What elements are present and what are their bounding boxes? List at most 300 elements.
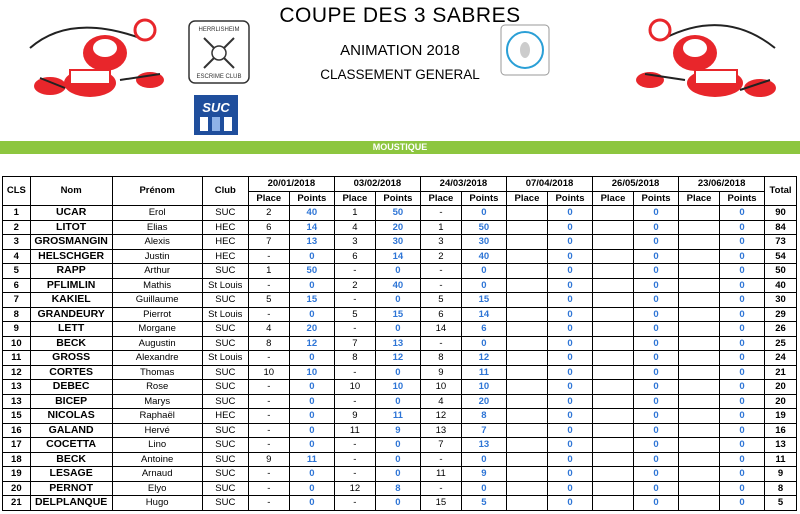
points-cell: 0 (720, 235, 765, 250)
points-cell: 7 (461, 423, 506, 438)
place-cell: - (248, 249, 289, 264)
points-cell: 0 (375, 293, 420, 308)
total-cell: 11 (765, 452, 797, 467)
points-cell: 13 (461, 438, 506, 453)
total-cell: 90 (765, 206, 797, 221)
table-row (3, 423, 797, 438)
points-cell: 40 (461, 249, 506, 264)
points-cell: 0 (375, 467, 420, 482)
place-cell: - (248, 481, 289, 496)
place-cell: 3 (334, 235, 375, 250)
total-cell: 29 (765, 307, 797, 322)
col-header-place: Place (593, 191, 634, 206)
table-row (3, 336, 797, 351)
place-cell: 10 (420, 380, 461, 395)
header-row-dates (3, 177, 797, 192)
points-cell: 0 (633, 336, 678, 351)
points-cell: 0 (289, 249, 334, 264)
total-cell: 8 (765, 481, 797, 496)
place-cell (506, 293, 547, 308)
total-cell: 21 (765, 365, 797, 380)
place-cell: 4 (420, 394, 461, 409)
points-cell: 0 (633, 380, 678, 395)
points-cell: 0 (547, 409, 592, 424)
place-cell (679, 351, 720, 366)
col-header-date: 26/05/2018 (593, 177, 679, 192)
place-cell: 4 (248, 322, 289, 337)
table-row (3, 206, 797, 221)
place-cell: 10 (248, 365, 289, 380)
svg-text:ESCRIME CLUB: ESCRIME CLUB (196, 74, 242, 80)
place-cell: - (334, 365, 375, 380)
points-cell: 0 (633, 423, 678, 438)
points-cell: 0 (547, 467, 592, 482)
nom-cell: PFLIMLIN (30, 278, 112, 293)
place-cell: 9 (420, 365, 461, 380)
points-cell: 0 (547, 307, 592, 322)
points-cell: 11 (375, 409, 420, 424)
total-cell: 26 (765, 322, 797, 337)
points-cell: 0 (720, 206, 765, 221)
place-cell: 7 (420, 438, 461, 453)
place-cell: 5 (420, 293, 461, 308)
place-cell: - (248, 423, 289, 438)
place-cell: - (420, 264, 461, 279)
col-header-date: 23/06/2018 (679, 177, 765, 192)
place-cell (593, 235, 634, 250)
points-cell: 12 (461, 351, 506, 366)
club-cell: SUC (202, 322, 248, 337)
points-cell: 0 (375, 452, 420, 467)
place-cell: - (334, 452, 375, 467)
place-cell (679, 264, 720, 279)
club-cell: HEC (202, 235, 248, 250)
points-cell: 0 (547, 438, 592, 453)
rank-cell: 16 (3, 423, 31, 438)
points-cell: 0 (720, 423, 765, 438)
points-cell: 0 (633, 307, 678, 322)
place-cell (679, 380, 720, 395)
points-cell: 14 (461, 307, 506, 322)
place-cell: 6 (420, 307, 461, 322)
points-cell: 0 (289, 467, 334, 482)
ranking-table (2, 176, 797, 511)
place-cell: - (420, 206, 461, 221)
prenom-cell: Guillaume (112, 293, 202, 308)
points-cell: 0 (289, 351, 334, 366)
prenom-cell: Arthur (112, 264, 202, 279)
nom-cell: UCAR (30, 206, 112, 221)
col-header-place: Place (420, 191, 461, 206)
prenom-cell: Thomas (112, 365, 202, 380)
points-cell: 0 (720, 409, 765, 424)
place-cell (506, 394, 547, 409)
points-cell: 0 (461, 264, 506, 279)
page-header (0, 0, 800, 140)
nom-cell: GROSS (30, 351, 112, 366)
place-cell (593, 264, 634, 279)
points-cell: 10 (461, 380, 506, 395)
place-cell (679, 235, 720, 250)
place-cell (679, 322, 720, 337)
club-cell: HEC (202, 249, 248, 264)
place-cell (679, 336, 720, 351)
total-cell: 20 (765, 380, 797, 395)
place-cell (679, 496, 720, 511)
rank-cell: 6 (3, 278, 31, 293)
place-cell: 15 (420, 496, 461, 511)
prenom-cell: Hervé (112, 423, 202, 438)
points-cell: 0 (720, 365, 765, 380)
points-cell: 0 (720, 220, 765, 235)
points-cell: 9 (375, 423, 420, 438)
club-cell: SUC (202, 452, 248, 467)
place-cell: - (248, 380, 289, 395)
place-cell (593, 206, 634, 221)
rank-cell: 10 (3, 336, 31, 351)
place-cell: 8 (420, 351, 461, 366)
place-cell: 11 (420, 467, 461, 482)
points-cell: 40 (289, 206, 334, 221)
prenom-cell: Elyo (112, 481, 202, 496)
points-cell: 0 (720, 438, 765, 453)
prenom-cell: Raphaël (112, 409, 202, 424)
points-cell: 0 (633, 293, 678, 308)
place-cell (506, 322, 547, 337)
points-cell: 10 (289, 365, 334, 380)
place-cell (679, 293, 720, 308)
place-cell (506, 467, 547, 482)
place-cell: - (420, 336, 461, 351)
place-cell (679, 307, 720, 322)
points-cell: 0 (720, 322, 765, 337)
nom-cell: KAKIEL (30, 293, 112, 308)
points-cell: 0 (633, 322, 678, 337)
club-cell: SUC (202, 365, 248, 380)
place-cell: 14 (420, 322, 461, 337)
place-cell: - (334, 496, 375, 511)
place-cell: - (248, 438, 289, 453)
points-cell: 0 (375, 394, 420, 409)
points-cell: 0 (289, 394, 334, 409)
points-cell: 0 (633, 452, 678, 467)
prenom-cell: Erol (112, 206, 202, 221)
place-cell (506, 307, 547, 322)
table-row (3, 481, 797, 496)
club-cell: SUC (202, 293, 248, 308)
points-cell: 0 (720, 293, 765, 308)
place-cell: - (248, 278, 289, 293)
place-cell (679, 452, 720, 467)
points-cell: 0 (633, 409, 678, 424)
rank-cell: 18 (3, 452, 31, 467)
total-cell: 24 (765, 351, 797, 366)
points-cell: 0 (547, 496, 592, 511)
club-cell: SUC (202, 438, 248, 453)
nom-cell: LETT (30, 322, 112, 337)
place-cell (679, 423, 720, 438)
place-cell: 6 (248, 220, 289, 235)
table-header (3, 177, 797, 206)
club-cell: SUC (202, 380, 248, 395)
rank-cell: 9 (3, 322, 31, 337)
col-header-date: 07/04/2018 (506, 177, 592, 192)
place-cell (679, 409, 720, 424)
place-cell (679, 438, 720, 453)
nom-cell: COCETTA (30, 438, 112, 453)
place-cell: - (420, 278, 461, 293)
prenom-cell: Augustin (112, 336, 202, 351)
prenom-cell: Alexis (112, 235, 202, 250)
place-cell (593, 278, 634, 293)
points-cell: 0 (375, 438, 420, 453)
nom-cell: DELPLANQUE (30, 496, 112, 511)
rank-cell: 3 (3, 235, 31, 250)
col-header-prenom: Prénom (112, 177, 202, 206)
col-header-nom: Nom (30, 177, 112, 206)
points-cell: 0 (461, 206, 506, 221)
table-body (3, 206, 797, 511)
nom-cell: BECK (30, 452, 112, 467)
points-cell: 8 (375, 481, 420, 496)
page-title: COUPE DES 3 SABRES (279, 4, 521, 27)
points-cell: 0 (375, 264, 420, 279)
place-cell: 9 (248, 452, 289, 467)
points-cell: 30 (375, 235, 420, 250)
place-cell: - (334, 322, 375, 337)
place-cell (593, 423, 634, 438)
club-cell: HEC (202, 220, 248, 235)
place-cell (593, 380, 634, 395)
table-row (3, 307, 797, 322)
place-cell (593, 481, 634, 496)
place-cell: 11 (334, 423, 375, 438)
nom-cell: GALAND (30, 423, 112, 438)
points-cell: 12 (289, 336, 334, 351)
table-row (3, 496, 797, 511)
col-header-date: 24/03/2018 (420, 177, 506, 192)
rank-cell: 20 (3, 481, 31, 496)
table-row (3, 365, 797, 380)
points-cell: 0 (547, 365, 592, 380)
points-cell: 0 (461, 278, 506, 293)
points-cell: 0 (547, 336, 592, 351)
place-cell (679, 206, 720, 221)
points-cell: 13 (289, 235, 334, 250)
place-cell (593, 438, 634, 453)
place-cell (506, 481, 547, 496)
club-cell: SUC (202, 394, 248, 409)
points-cell: 0 (547, 293, 592, 308)
table-row (3, 438, 797, 453)
svg-text:SUC: SUC (202, 100, 230, 115)
points-cell: 40 (375, 278, 420, 293)
col-header-cls: CLS (3, 177, 31, 206)
nom-cell: BECK (30, 336, 112, 351)
table-row (3, 322, 797, 337)
points-cell: 0 (547, 394, 592, 409)
nom-cell: GRANDEURY (30, 307, 112, 322)
total-cell: 30 (765, 293, 797, 308)
place-cell (679, 249, 720, 264)
points-cell: 0 (547, 322, 592, 337)
total-cell: 19 (765, 409, 797, 424)
points-cell: 0 (547, 380, 592, 395)
place-cell (506, 380, 547, 395)
points-cell: 0 (720, 481, 765, 496)
place-cell (679, 365, 720, 380)
points-cell: 0 (720, 351, 765, 366)
place-cell: 2 (334, 278, 375, 293)
points-cell: 15 (461, 293, 506, 308)
table-row (3, 351, 797, 366)
nom-cell: LESAGE (30, 467, 112, 482)
place-cell: - (248, 496, 289, 511)
place-cell (593, 307, 634, 322)
points-cell: 0 (289, 278, 334, 293)
place-cell: 2 (248, 206, 289, 221)
place-cell (679, 394, 720, 409)
place-cell: 5 (334, 307, 375, 322)
place-cell (593, 249, 634, 264)
points-cell: 0 (289, 409, 334, 424)
prenom-cell: Lino (112, 438, 202, 453)
points-cell: 0 (633, 481, 678, 496)
points-cell: 14 (289, 220, 334, 235)
place-cell: 6 (334, 249, 375, 264)
rank-cell: 11 (3, 351, 31, 366)
points-cell: 0 (633, 467, 678, 482)
table-row (3, 264, 797, 279)
place-cell: 1 (248, 264, 289, 279)
place-cell: 1 (334, 206, 375, 221)
col-header-date: 03/02/2018 (334, 177, 420, 192)
place-cell (506, 249, 547, 264)
col-header-date: 20/01/2018 (248, 177, 334, 192)
place-cell: 7 (334, 336, 375, 351)
rank-cell: 1 (3, 206, 31, 221)
points-cell: 11 (289, 452, 334, 467)
col-header-club: Club (202, 177, 248, 206)
col-header-points: Points (547, 191, 592, 206)
col-header-points: Points (720, 191, 765, 206)
points-cell: 0 (461, 452, 506, 467)
points-cell: 0 (633, 235, 678, 250)
place-cell (506, 220, 547, 235)
table-row (3, 235, 797, 250)
points-cell: 50 (375, 206, 420, 221)
table-row (3, 394, 797, 409)
place-cell (593, 409, 634, 424)
club-cell: St Louis (202, 351, 248, 366)
place-cell (506, 278, 547, 293)
points-cell: 0 (375, 322, 420, 337)
points-cell: 0 (633, 220, 678, 235)
place-cell (679, 220, 720, 235)
points-cell: 0 (547, 235, 592, 250)
total-cell: 50 (765, 264, 797, 279)
place-cell: - (334, 467, 375, 482)
prenom-cell: Hugo (112, 496, 202, 511)
rank-cell: 5 (3, 264, 31, 279)
place-cell (593, 220, 634, 235)
category-band: MOUSTIQUE (0, 141, 800, 154)
place-cell (593, 394, 634, 409)
prenom-cell: Alexandre (112, 351, 202, 366)
table-row (3, 293, 797, 308)
points-cell: 0 (720, 278, 765, 293)
place-cell: 10 (334, 380, 375, 395)
points-cell: 0 (633, 249, 678, 264)
place-cell: 3 (420, 235, 461, 250)
rank-cell: 19 (3, 467, 31, 482)
nom-cell: CORTES (30, 365, 112, 380)
table-row (3, 380, 797, 395)
total-cell: 40 (765, 278, 797, 293)
place-cell: - (248, 409, 289, 424)
points-cell: 0 (547, 452, 592, 467)
prenom-cell: Marys (112, 394, 202, 409)
place-cell (593, 336, 634, 351)
place-cell (593, 293, 634, 308)
suc-logo-icon (194, 95, 238, 135)
rank-cell: 7 (3, 293, 31, 308)
nom-cell: PERNOT (30, 481, 112, 496)
points-cell: 0 (720, 249, 765, 264)
nom-cell: DEBEC (30, 380, 112, 395)
points-cell: 0 (289, 496, 334, 511)
points-cell: 8 (461, 409, 506, 424)
prenom-cell: Pierrot (112, 307, 202, 322)
points-cell: 0 (720, 307, 765, 322)
points-cell: 6 (461, 322, 506, 337)
place-cell: - (248, 351, 289, 366)
club-cell: St Louis (202, 307, 248, 322)
rank-cell: 17 (3, 438, 31, 453)
place-cell: 7 (248, 235, 289, 250)
col-header-points: Points (461, 191, 506, 206)
points-cell: 0 (547, 206, 592, 221)
rank-cell: 2 (3, 220, 31, 235)
prenom-cell: Mathis (112, 278, 202, 293)
points-cell: 0 (547, 249, 592, 264)
table-row (3, 409, 797, 424)
points-cell: 0 (720, 380, 765, 395)
table-row (3, 220, 797, 235)
total-cell: 9 (765, 467, 797, 482)
nom-cell: GROSMANGIN (30, 235, 112, 250)
place-cell: 2 (420, 249, 461, 264)
place-cell (593, 322, 634, 337)
svg-text:HERRLISHEIM: HERRLISHEIM (198, 27, 240, 33)
col-header-points: Points (633, 191, 678, 206)
total-cell: 16 (765, 423, 797, 438)
nom-cell: RAPP (30, 264, 112, 279)
points-cell: 0 (461, 336, 506, 351)
nom-cell: NICOLAS (30, 409, 112, 424)
place-cell: 8 (334, 351, 375, 366)
points-cell: 0 (633, 264, 678, 279)
points-cell: 0 (720, 336, 765, 351)
points-cell: 20 (289, 322, 334, 337)
points-cell: 0 (633, 438, 678, 453)
table-row (3, 278, 797, 293)
place-cell (506, 423, 547, 438)
col-header-place: Place (506, 191, 547, 206)
prenom-cell: Antoine (112, 452, 202, 467)
prenom-cell: Arnaud (112, 467, 202, 482)
place-cell: 8 (248, 336, 289, 351)
